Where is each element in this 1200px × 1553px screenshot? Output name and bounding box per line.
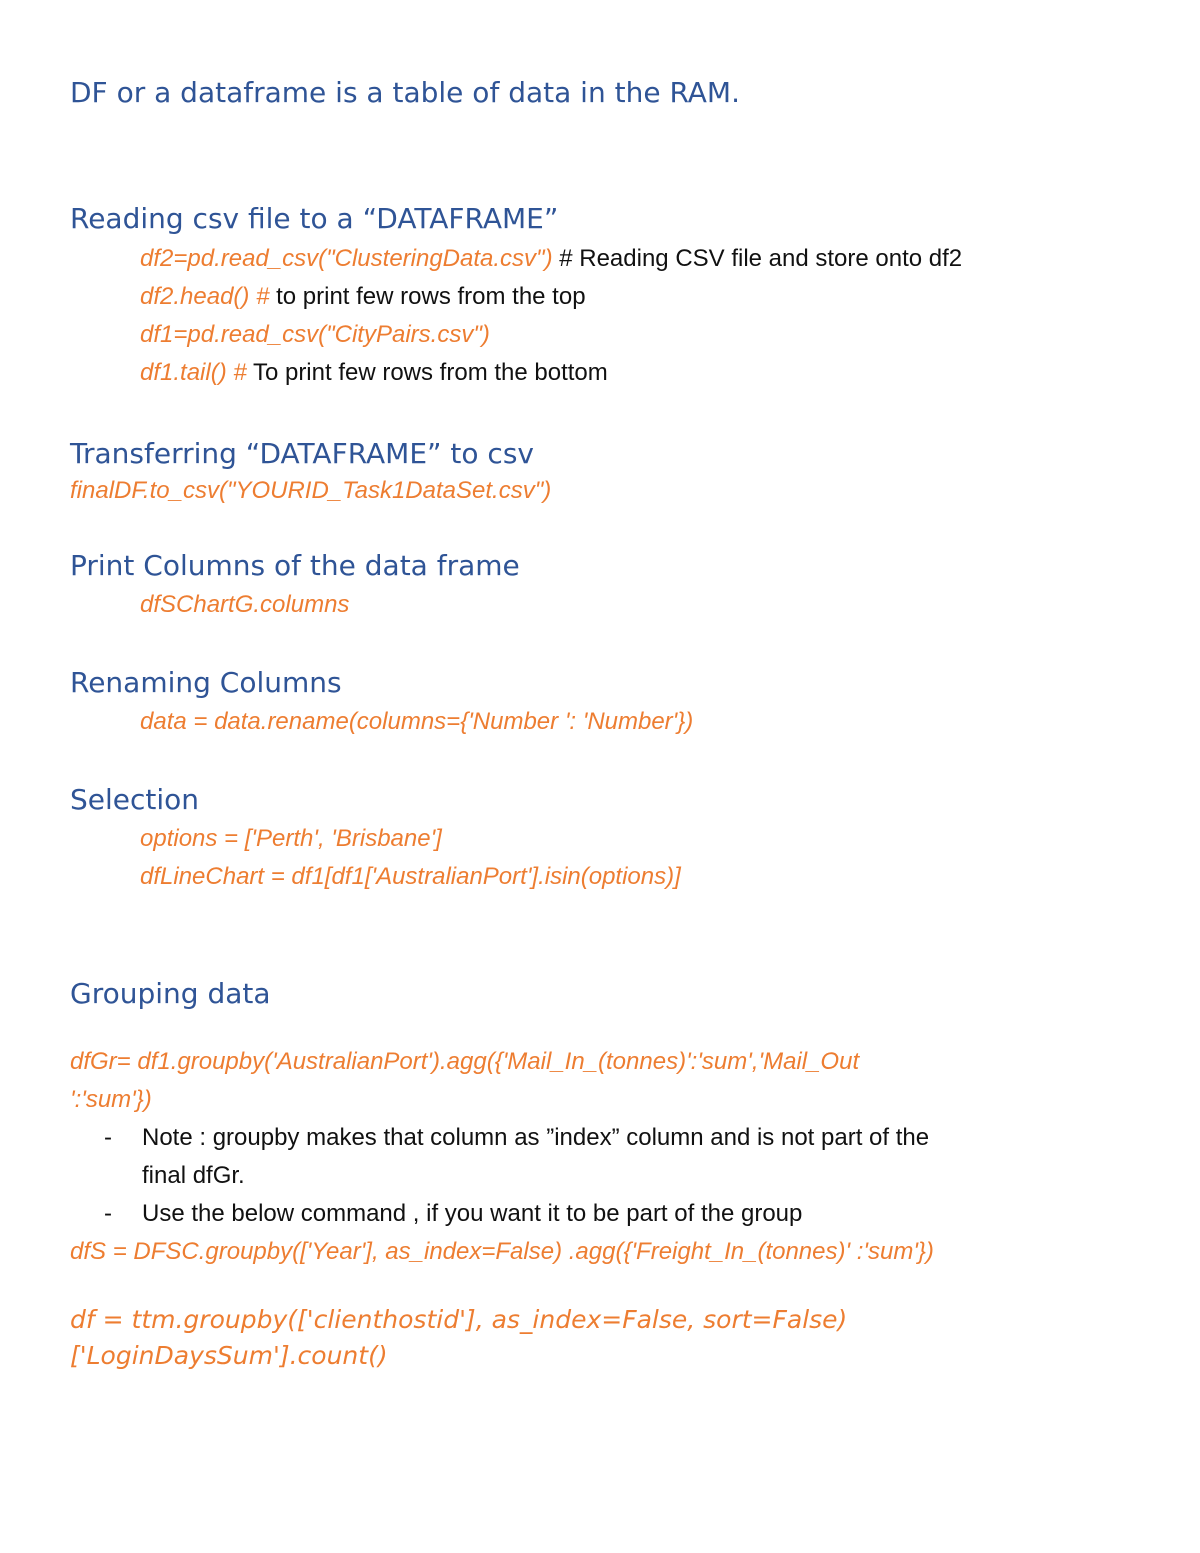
code-comment: To print few rows from the bottom bbox=[246, 359, 608, 386]
code-snippet: df1=pd.read_csv("CityPairs.csv") bbox=[140, 321, 490, 348]
code-line bbox=[140, 245, 962, 273]
code-snippet: ['LoginDaysSum'].count() bbox=[70, 1341, 388, 1370]
heading-selection: Selection bbox=[70, 783, 200, 816]
list-item: Use the below command , if you want it to be part of the group bbox=[142, 1200, 803, 1227]
code-snippet: finalDF.to_csv("YOURID_Task1DataSet.csv") bbox=[70, 477, 552, 504]
code-snippet: df = ttm.groupby(['clienthostid'], as_index=False, sort=False) bbox=[70, 1305, 848, 1334]
code-snippet: df2.head() # bbox=[140, 283, 270, 310]
code-comment: # Reading CSV file and store onto df2 bbox=[552, 245, 963, 272]
list-bullet: - bbox=[104, 1200, 112, 1227]
code-line bbox=[140, 321, 490, 349]
list-item: final dfGr. bbox=[142, 1162, 245, 1189]
code-comment: to print few rows from the top bbox=[269, 283, 586, 310]
heading-renaming: Renaming Columns bbox=[70, 666, 342, 699]
code-snippet: dfSChartG.columns bbox=[140, 591, 350, 618]
code-line bbox=[140, 283, 586, 311]
code-snippet: dfS = DFSC.groupby(['Year'], as_index=False) .agg({'Freight_In_(tonnes)' :'sum'}) bbox=[70, 1238, 934, 1265]
code-snippet: ':'sum'}) bbox=[70, 1086, 152, 1113]
code-snippet: df2=pd.read_csv("ClusteringData.csv") bbox=[140, 245, 553, 272]
code-snippet: dfGr= df1.groupby('AustralianPort').agg({'Mail_In_(tonnes)':'sum','Mail_Out bbox=[70, 1048, 860, 1075]
code-snippet: df1.tail() # bbox=[140, 359, 247, 386]
code-snippet: dfLineChart = df1[df1['AustralianPort'].isin(options)] bbox=[140, 863, 681, 890]
code-snippet: data = data.rename(columns={'Number ': 'Number'}) bbox=[140, 708, 694, 735]
heading-print-columns: Print Columns of the data frame bbox=[70, 549, 520, 582]
heading-transferring: Transferring “DATAFRAME” to csv bbox=[70, 437, 534, 470]
heading-grouping: Grouping data bbox=[70, 977, 271, 1010]
code-snippet: options = ['Perth', 'Brisbane'] bbox=[140, 825, 442, 852]
intro-text: DF or a dataframe is a table of data in the RAM. bbox=[70, 76, 740, 109]
list-bullet: - bbox=[104, 1124, 112, 1151]
list-item: Note : groupby makes that column as ”index” column and is not part of the bbox=[142, 1124, 930, 1151]
heading-reading: Reading csv file to a “DATAFRAME” bbox=[70, 202, 559, 235]
code-line bbox=[140, 359, 608, 387]
